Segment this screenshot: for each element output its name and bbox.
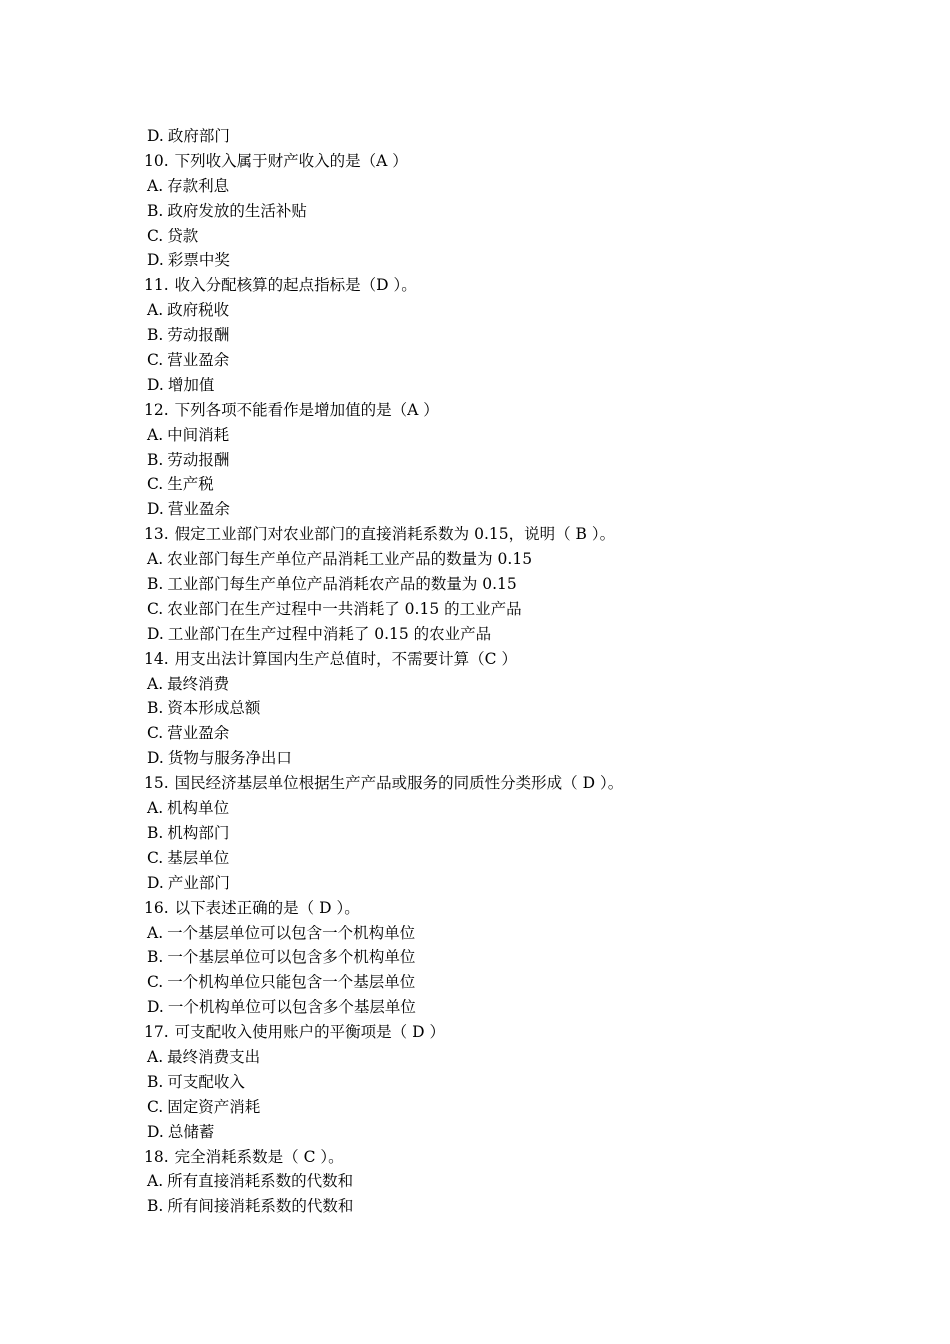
question-list <box>144 124 847 1219</box>
question-number: 14. <box>144 649 169 668</box>
option-letter: A. <box>147 1047 164 1066</box>
question-text: 假定工业部门对农业部门的直接消耗系数为 0.15，说明（ B ）。 <box>174 525 616 544</box>
question-line <box>144 771 847 796</box>
question-line <box>144 522 847 547</box>
option-letter: B. <box>147 326 164 345</box>
option-text: 最终消费支出 <box>167 1047 261 1066</box>
option-letter: C. <box>147 1097 164 1116</box>
option-letter: C. <box>147 475 164 494</box>
option-line <box>147 921 847 946</box>
question-number: 13. <box>144 525 169 544</box>
option-text: 总储蓄 <box>167 1122 215 1141</box>
option-text: 资本形成总额 <box>167 699 261 718</box>
option-line <box>147 448 847 473</box>
option-letter: D. <box>147 624 164 643</box>
option-text: 彩票中奖 <box>167 251 230 270</box>
option-line <box>147 871 847 896</box>
question-line <box>144 647 847 672</box>
option-text: 劳动报酬 <box>167 450 230 469</box>
option-letter: A. <box>147 425 164 444</box>
option-line <box>147 472 847 497</box>
option-letter: C. <box>147 973 164 992</box>
option-line <box>147 423 847 448</box>
option-line <box>147 970 847 995</box>
option-text: 一个机构单位可以包含多个基层单位 <box>167 998 416 1017</box>
option-line <box>147 796 847 821</box>
option-line <box>147 721 847 746</box>
option-text: 产业部门 <box>167 873 230 892</box>
option-text: 存款利息 <box>167 176 230 195</box>
option-line <box>147 945 847 970</box>
question-text: 以下表述正确的是（ D ）。 <box>174 898 360 917</box>
option-text: 工业部门在生产过程中消耗了 0.15 的农业产品 <box>167 624 492 643</box>
option-letter: D. <box>147 127 164 145</box>
option-text: 一个基层单位可以包含一个机构单位 <box>167 923 416 942</box>
option-line <box>147 995 847 1020</box>
question-text: 用支出法计算国内生产总值时，不需要计算（C ） <box>174 649 517 668</box>
option-letter: C. <box>147 848 164 867</box>
question-number: 11. <box>144 276 169 295</box>
option-line <box>147 597 847 622</box>
question-number: 10. <box>144 151 169 170</box>
option-letter: B. <box>147 575 164 594</box>
option-text: 工业部门每生产单位产品消耗农产品的数量为 0.15 <box>167 575 517 594</box>
option-letter: C. <box>147 724 164 743</box>
option-letter: A. <box>147 176 164 195</box>
option-letter: A. <box>147 1172 164 1191</box>
option-letter: D. <box>147 375 164 394</box>
option-letter: B. <box>147 201 164 220</box>
option-letter: B. <box>147 450 164 469</box>
option-text: 营业盈余 <box>167 500 230 519</box>
option-text: 政府发放的生活补贴 <box>167 201 307 220</box>
option-line <box>147 348 847 373</box>
option-line <box>147 572 847 597</box>
option-letter: B. <box>147 1072 164 1091</box>
option-text: 生产税 <box>167 475 214 494</box>
option-text: 所有间接消耗系数的代数和 <box>167 1197 354 1216</box>
option-text: 农业部门在生产过程中一共消耗了 0.15 的工业产品 <box>167 599 522 618</box>
option-letter: A. <box>147 799 164 818</box>
question-number: 16. <box>144 898 169 917</box>
option-line <box>147 373 847 398</box>
option-letter: C. <box>147 351 164 370</box>
option-text: 机构部门 <box>167 823 230 842</box>
option-line <box>147 298 847 323</box>
option-letter: D. <box>147 500 164 519</box>
option-letter: A. <box>147 674 164 693</box>
option-letter: B. <box>147 699 164 718</box>
option-line <box>147 622 847 647</box>
option-text: 中间消耗 <box>167 425 230 444</box>
option-line <box>147 174 847 199</box>
option-text: 机构单位 <box>167 799 230 818</box>
question-line <box>144 1145 847 1170</box>
option-letter: B. <box>147 823 164 842</box>
question-text: 国民经济基层单位根据生产产品或服务的同质性分类形成（ D ）。 <box>174 774 624 793</box>
option-line <box>147 1070 847 1095</box>
question-line <box>144 273 847 298</box>
option-letter: B. <box>147 1197 164 1216</box>
option-line <box>147 199 847 224</box>
question-line <box>144 1020 847 1045</box>
option-line <box>147 323 847 348</box>
option-text: 一个基层单位可以包含多个机构单位 <box>167 948 416 967</box>
option-line <box>147 846 847 871</box>
option-line <box>147 1194 847 1219</box>
option-text: 所有直接消耗系数的代数和 <box>167 1172 354 1191</box>
option-text: 政府部门 <box>167 127 230 145</box>
option-letter: C. <box>147 599 164 618</box>
option-letter: D. <box>147 749 164 768</box>
option-line <box>147 1095 847 1120</box>
option-text: 营业盈余 <box>167 724 230 743</box>
option-line <box>147 746 847 771</box>
option-line <box>147 497 847 522</box>
question-number: 12. <box>144 400 169 419</box>
option-line <box>147 1045 847 1070</box>
option-letter: A. <box>147 301 164 320</box>
option-letter: C. <box>147 226 164 245</box>
option-text: 最终消费 <box>167 674 230 693</box>
question-text: 可支配收入使用账户的平衡项是（ D ） <box>174 1023 445 1042</box>
option-text: 农业部门每生产单位产品消耗工业产品的数量为 0.15 <box>167 550 533 569</box>
option-letter: D. <box>147 873 164 892</box>
question-text: 下列收入属于财产收入的是（A ） <box>174 151 408 170</box>
option-line <box>147 672 847 697</box>
option-letter: D. <box>147 1122 164 1141</box>
option-letter: B. <box>147 948 164 967</box>
question-line <box>144 149 847 174</box>
question-number: 15. <box>144 774 169 793</box>
option-text: 固定资产消耗 <box>167 1097 261 1116</box>
question-number: 17. <box>144 1023 169 1042</box>
question-text: 下列各项不能看作是增加值的是（A ） <box>174 400 439 419</box>
option-line <box>147 224 847 249</box>
option-letter: A. <box>147 550 164 569</box>
option-letter: A. <box>147 923 164 942</box>
option-line <box>147 248 847 273</box>
option-text: 一个机构单位只能包含一个基层单位 <box>167 973 416 992</box>
option-line <box>147 1120 847 1145</box>
question-text: 收入分配核算的起点指标是（D ）。 <box>174 276 417 295</box>
question-line <box>144 398 847 423</box>
question-number: 18. <box>144 1147 169 1166</box>
option-letter: D. <box>147 998 164 1017</box>
option-text: 增加值 <box>167 375 215 394</box>
option-text: 可支配收入 <box>167 1072 245 1091</box>
option-line <box>147 1169 847 1194</box>
option-text: 货物与服务净出口 <box>167 749 292 768</box>
question-text: 完全消耗系数是（ C ）。 <box>174 1147 344 1166</box>
option-line <box>147 821 847 846</box>
option-text: 贷款 <box>167 226 199 245</box>
option-text: 基层单位 <box>167 848 230 867</box>
option-text: 营业盈余 <box>167 351 230 370</box>
option-line <box>147 124 847 149</box>
option-text: 劳动报酬 <box>167 326 230 345</box>
option-line <box>147 696 847 721</box>
option-letter: D. <box>147 251 164 270</box>
question-line <box>144 896 847 921</box>
option-line <box>147 547 847 572</box>
option-text: 政府税收 <box>167 301 230 320</box>
